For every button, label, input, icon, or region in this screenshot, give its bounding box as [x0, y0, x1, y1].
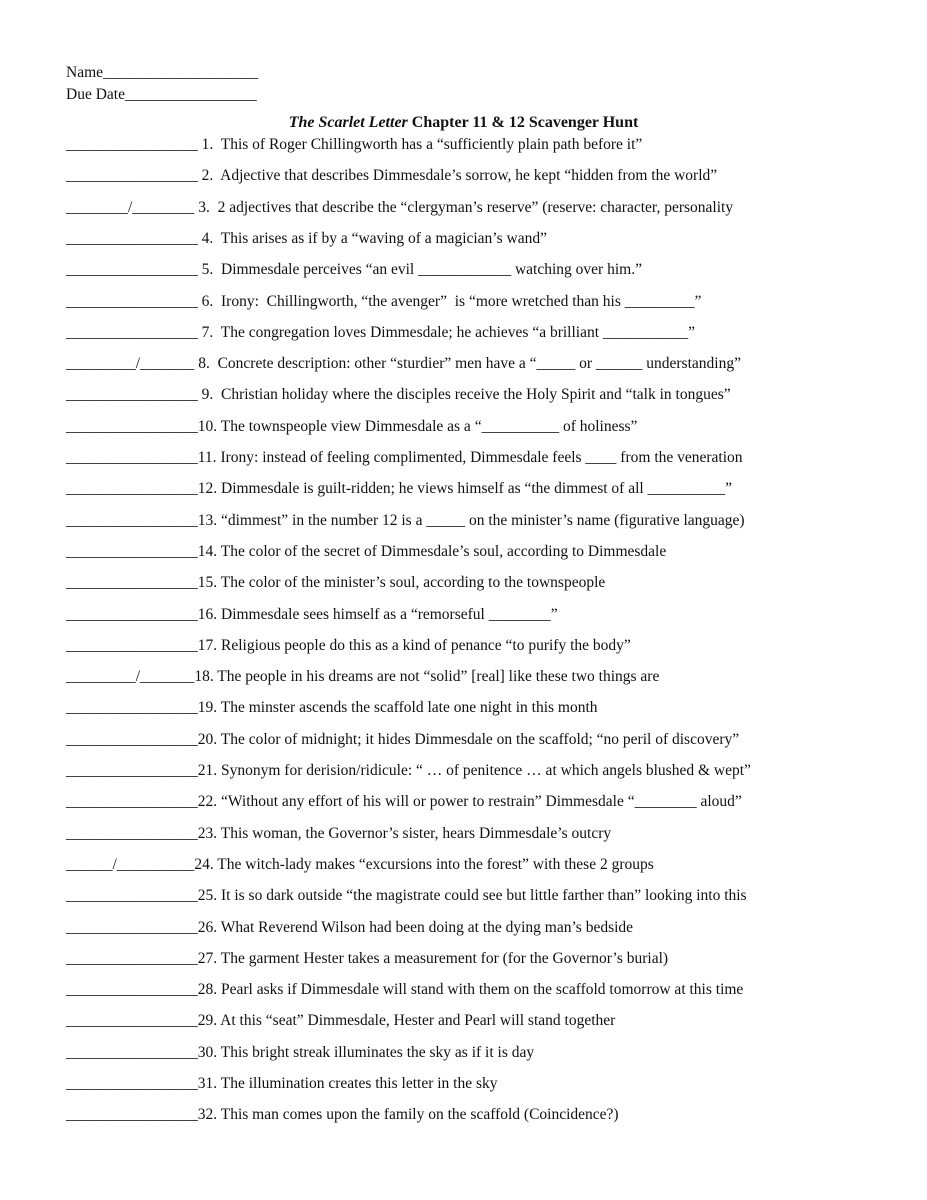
question-row [66, 729, 739, 751]
question-number: 24. [194, 855, 218, 873]
question-text: Christian holiday where the disciples receive the Holy Spirit and “talk in tongues” [217, 386, 731, 404]
answer-blank[interactable]: _________________ [66, 136, 198, 153]
answer-blank[interactable]: _________________ [66, 730, 198, 748]
question-number: 14. [197, 542, 221, 560]
answer-blank[interactable]: _________________ [66, 949, 198, 967]
answer-blank[interactable]: _________________ [66, 887, 198, 905]
question-number: 28. [197, 981, 221, 999]
question-number: 13. [197, 511, 221, 529]
question-number: 18. [194, 668, 218, 686]
question-row [66, 1010, 615, 1032]
answer-blank[interactable]: _________________ [66, 1043, 198, 1061]
page-title [0, 113, 927, 133]
answer-blank[interactable]: _________________ [66, 636, 198, 654]
question-row [66, 1104, 619, 1126]
question-text: The color of the secret of Dimmesdale’s soul, according to Dimmesdale [220, 542, 667, 560]
question-row [66, 604, 558, 626]
question-number: 11. [197, 449, 221, 466]
question-number: 25. [197, 887, 221, 905]
question-text: The garment Hester takes a measurement for (for the Governor’s burial) [220, 949, 669, 967]
question-text: This man comes upon the family on the scaffold (Coincidence?) [220, 1106, 619, 1124]
answer-blank[interactable]: _________/_______ [66, 668, 195, 686]
answer-blank[interactable]: _________________ [66, 699, 198, 717]
answer-blank[interactable]: _________________ [66, 229, 198, 247]
answer-blank[interactable]: _________________ [66, 417, 198, 435]
question-row [66, 854, 654, 876]
question-text: The witch-lady makes “excursions into the forest” with these 2 groups [217, 855, 654, 873]
question-row [66, 917, 633, 939]
question-text: “Without any effort of his will or power to restrain” Dimmesdale “________ aloud” [221, 793, 742, 811]
question-row [66, 979, 743, 1001]
answer-blank[interactable]: _________________ [66, 824, 198, 842]
question-row [66, 322, 695, 344]
question-text: This arises as if by a “waving of a magician’s wand” [217, 229, 547, 247]
answer-blank[interactable]: _________________ [66, 793, 198, 811]
question-text: The townspeople view Dimmesdale as a “__________ of holiness” [220, 417, 638, 435]
question-number: 21. [197, 762, 221, 779]
question-text: This bright streak illuminates the sky as if it is day [220, 1043, 535, 1061]
question-text: Synonym for derision/ridicule: “ … of penitence … at which angels blushed & wept” [221, 762, 751, 779]
question-number: 17. [197, 636, 221, 654]
question-row [66, 384, 731, 406]
question-text: Dimmesdale is guilt-ridden; he views himself as “the dimmest of all __________” [221, 480, 732, 498]
question-row [66, 760, 751, 782]
question-row [66, 197, 733, 219]
question-text: The illumination creates this letter in the sky [220, 1075, 498, 1092]
question-row [66, 165, 717, 187]
question-row [66, 697, 598, 719]
question-row [66, 572, 605, 594]
question-row [66, 948, 668, 970]
question-number: 19. [197, 699, 221, 717]
question-number: 12. [197, 480, 221, 498]
question-text: The congregation loves Dimmesdale; he achieves “a brilliant ___________” [217, 323, 696, 341]
question-row [66, 823, 611, 845]
name-field-label: Name____________________ [66, 64, 259, 81]
question-number: 2. [197, 167, 218, 185]
question-number: 20. [197, 730, 221, 748]
question-row [66, 447, 743, 469]
question-number: 9. [197, 386, 218, 404]
question-row [66, 1042, 534, 1064]
answer-blank[interactable]: _________________ [66, 574, 198, 592]
question-text: The people in his dreams are not “solid” [real] like these two things are [217, 668, 660, 686]
answer-blank[interactable]: _________________ [66, 167, 198, 185]
answer-blank[interactable]: ________/________ [66, 198, 195, 216]
question-row [66, 259, 642, 281]
question-number: 5. [197, 261, 218, 279]
question-number: 31. [197, 1075, 221, 1092]
answer-blank[interactable]: _________________ [66, 261, 198, 279]
question-row [66, 635, 631, 657]
answer-blank[interactable]: _________________ [66, 981, 198, 999]
answer-blank[interactable]: _________/_______ [66, 355, 195, 373]
answer-blank[interactable]: _________________ [66, 1106, 198, 1124]
question-text: This of Roger Chillingworth has a “sufficiently plain path before it” [217, 136, 643, 153]
question-text: The minster ascends the scaffold late one night in this month [220, 699, 598, 717]
question-text: Pearl asks if Dimmesdale will stand with them on the scaffold tomorrow at this time [221, 981, 744, 999]
question-text: It is so dark outside “the magistrate could see but little farther than” looking into this [221, 887, 747, 905]
question-text: Adjective that describes Dimmesdale’s sorrow, he kept “hidden from the world” [217, 167, 718, 185]
question-text: Religious people do this as a kind of penance “to purify the body” [221, 636, 631, 654]
question-number: 10. [197, 417, 221, 435]
question-text: Dimmesdale perceives “an evil ____________ watching over him.” [217, 261, 642, 279]
answer-blank[interactable]: _________________ [66, 918, 198, 936]
answer-blank[interactable]: ______/__________ [66, 855, 195, 873]
question-text: Irony: Chillingworth, “the avenger” is “more wretched than his _________” [217, 292, 702, 310]
book-title: The Scarlet Letter [288, 114, 408, 131]
question-number: 30. [197, 1043, 221, 1061]
question-text: “dimmest” in the number 12 is a _____ on the minister’s name (figurative language) [221, 511, 745, 529]
answer-blank[interactable]: _________________ [66, 605, 198, 623]
question-number: 1. [197, 136, 218, 153]
question-number: 3. [194, 198, 214, 216]
question-row [66, 416, 637, 438]
question-text: Concrete description: other “sturdier” men have a “_____ or ______ understanding” [213, 355, 741, 373]
question-row [66, 510, 745, 532]
answer-blank[interactable]: _________________ [66, 1012, 198, 1030]
question-row [66, 291, 701, 313]
question-row [66, 478, 732, 500]
answer-blank[interactable]: _________________ [66, 480, 198, 498]
question-row [66, 885, 747, 907]
question-number: 6. [197, 292, 218, 310]
question-number: 32. [197, 1106, 221, 1124]
question-text: Dimmesdale sees himself as a “remorseful ________” [221, 605, 558, 623]
question-text: At this “seat” Dimmesdale, Hester and Pearl will stand together [220, 1012, 616, 1030]
answer-blank[interactable]: _________________ [66, 292, 198, 310]
question-number: 7. [197, 323, 218, 341]
question-row [66, 228, 547, 250]
question-number: 27. [197, 949, 221, 967]
question-number: 29. [197, 1012, 221, 1030]
question-text: The color of the minister’s soul, according to the townspeople [220, 574, 606, 592]
question-row [66, 1073, 498, 1095]
answer-blank[interactable]: _________________ [66, 511, 198, 529]
question-row [66, 666, 659, 688]
answer-blank[interactable]: _________________ [66, 449, 198, 466]
question-text: 2 adjectives that describe the “clergyman’s reserve” (reserve: character, personality [213, 198, 734, 216]
question-number: 15. [197, 574, 221, 592]
question-text: This woman, the Governor’s sister, hears Dimmesdale’s outcry [220, 824, 612, 842]
answer-blank[interactable]: _________________ [66, 542, 198, 560]
answer-blank[interactable]: _________________ [66, 762, 198, 779]
question-text: The color of midnight; it hides Dimmesdale on the scaffold; “no peril of discovery” [220, 730, 740, 748]
question-number: 16. [197, 605, 221, 623]
question-number: 22. [197, 793, 221, 811]
question-text: Irony: instead of feeling complimented, Dimmesdale feels ____ from the veneration [220, 449, 743, 466]
question-number: 23. [197, 824, 221, 842]
due-date-field-label: Due Date_________________ [66, 86, 257, 103]
question-row [66, 791, 742, 813]
answer-blank[interactable]: _________________ [66, 386, 198, 404]
question-number: 4. [197, 229, 218, 247]
answer-blank[interactable]: _________________ [66, 1075, 198, 1092]
question-number: 8. [194, 355, 214, 373]
question-row [66, 541, 666, 563]
question-number: 26. [197, 918, 221, 936]
question-row [66, 134, 642, 156]
question-row [66, 353, 741, 375]
title-rest: Chapter 11 & 12 Scavenger Hunt [407, 114, 639, 131]
question-text: What Reverend Wilson had been doing at the dying man’s bedside [220, 918, 634, 936]
answer-blank[interactable]: _________________ [66, 323, 198, 341]
